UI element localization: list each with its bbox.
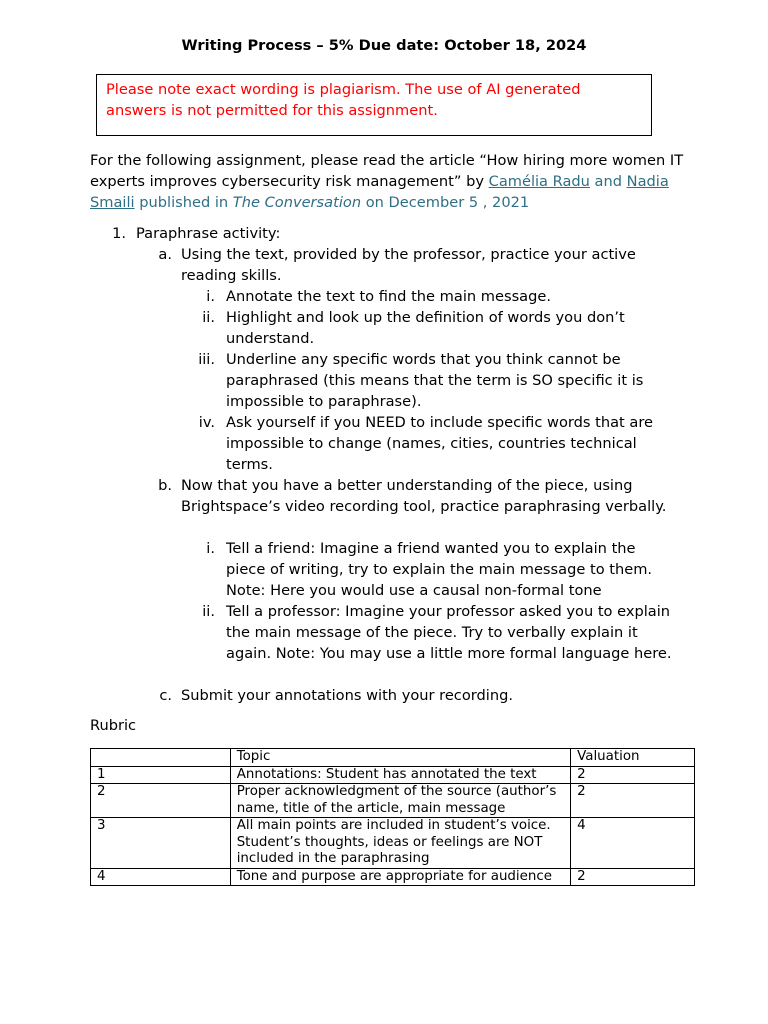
list-number: 1. <box>112 225 126 242</box>
plagiarism-notice: Please note exact wording is plagiarism. The use of AI generated answers is not permitted for this assignment. <box>96 74 652 136</box>
intro-text: For the following assignment, please read the article “How hiring more women IT experts improves cybersecurity risk management” by <box>90 152 684 190</box>
list-text: Tell a friend: Imagine a friend wanted you to explain the piece of writing, try to explain the main message to them. Note: Here you would use a causal non-formal tone <box>226 540 653 599</box>
table-row <box>91 766 695 784</box>
row-valuation: 2 <box>571 784 695 818</box>
list-text: Now that you have a better understanding of the piece, using Brightspace’s video recording tool, practice paraphrasing verbally. <box>181 477 667 515</box>
rubric-table <box>90 748 695 886</box>
list-roman: ii. <box>202 603 215 620</box>
list-text: Highlight and look up the definition of words you don’t understand. <box>226 309 625 347</box>
list-roman: i. <box>206 288 215 305</box>
author-link-radu[interactable]: Camélia Radu <box>488 173 590 190</box>
list-text: Annotate the text to find the main message. <box>226 288 551 305</box>
publication-date: on December 5 , 2021 <box>361 194 530 211</box>
row-valuation: 2 <box>571 868 695 886</box>
row-topic: Tone and purpose are appropriate for audience <box>230 868 570 886</box>
list-text: Tell a professor: Imagine your professor asked you to explain the main message of the piece. Try to verbally explain it again. Note: You may use a little more formal language here. <box>226 603 672 662</box>
row-number: 1 <box>91 766 231 784</box>
row-number: 4 <box>91 868 231 886</box>
author-link-smaili[interactable]: Nadia Smaili <box>90 173 669 211</box>
publication-name: The Conversation <box>232 194 362 211</box>
list-roman: iv. <box>198 414 215 431</box>
row-topic: All main points are included in student’s voice. Student’s thoughts, ideas or feelings are NOT included in the paraphrasing <box>230 818 570 869</box>
intro-published-in: published in <box>134 194 233 211</box>
table-row <box>91 784 695 818</box>
rubric-heading: Rubric <box>90 717 137 734</box>
list-letter: b. <box>158 477 172 494</box>
row-number: 3 <box>91 818 231 869</box>
list-roman: i. <box>206 540 215 557</box>
list-text: Ask yourself if you NEED to include specific words that are impossible to change (names, cities, countries technical terms. <box>226 414 653 473</box>
list-roman: ii. <box>202 309 215 326</box>
list-text: Paraphrase activity: <box>136 225 281 242</box>
list-text: Submit your annotations with your recording. <box>181 687 513 704</box>
table-row <box>91 868 695 886</box>
list-text: Underline any specific words that you think cannot be paraphrased (this means that the term is SO specific it is impossible to paraphrase). <box>226 351 644 410</box>
page-title: Writing Process – 5% Due date: October 18, 2024 <box>181 37 587 54</box>
table-row <box>91 818 695 869</box>
list-letter: c. <box>159 687 172 704</box>
list-text: Using the text, provided by the professor, practice your active reading skills. <box>181 246 636 284</box>
list-roman: iii. <box>198 351 215 368</box>
intro-and: and <box>589 173 627 190</box>
header-cell <box>91 749 231 767</box>
table-header-row <box>91 749 695 767</box>
header-cell-valuation: Valuation <box>571 749 695 767</box>
row-valuation: 2 <box>571 766 695 784</box>
intro-paragraph <box>90 150 690 213</box>
list-letter: a. <box>158 246 172 263</box>
header-cell-topic: Topic <box>230 749 570 767</box>
row-number: 2 <box>91 784 231 818</box>
row-topic: Annotations: Student has annotated the text <box>230 766 570 784</box>
row-valuation: 4 <box>571 818 695 869</box>
row-topic: Proper acknowledgment of the source (author’s name, title of the article, main message <box>230 784 570 818</box>
